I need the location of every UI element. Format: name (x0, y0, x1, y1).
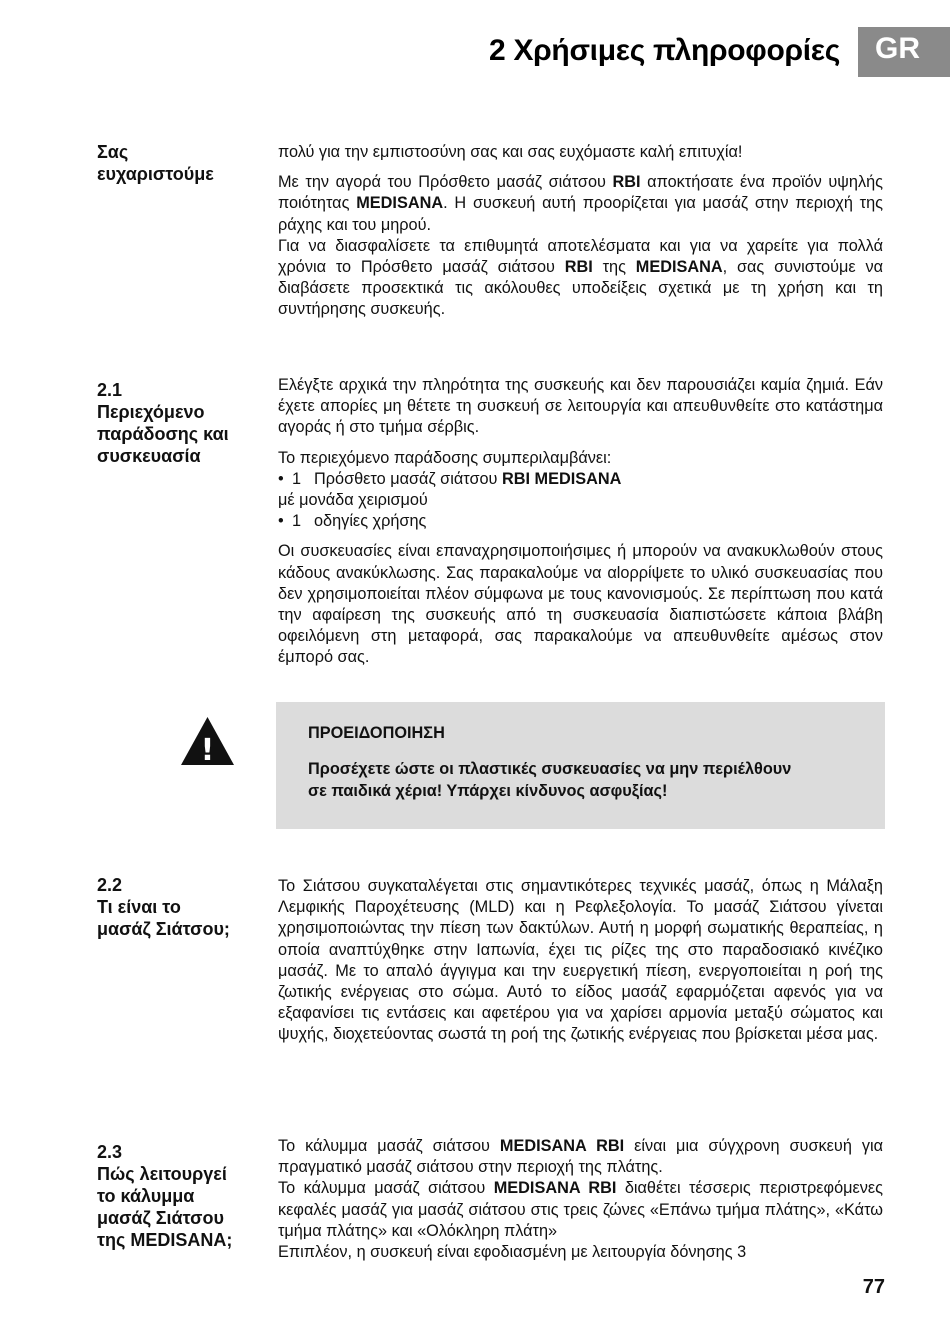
heading-line: Περιεχόμενο (97, 402, 205, 422)
page-number: 77 (862, 1276, 885, 1298)
section-heading-thanks (97, 141, 262, 185)
paragraph: Επιπλέον, η συσκευή είναι εφοδιασμένη με λειτουργία δόνησης 3 (278, 1243, 747, 1262)
section-heading-2-1 (97, 379, 262, 467)
heading-line: 2.2 (97, 875, 123, 895)
heading-line: 2.1 (97, 380, 123, 400)
bullet-symbol: • (278, 512, 284, 531)
page-title: 2 Χρήσιμες πληροφορίες (489, 34, 840, 67)
heading-line: της MEDISANA; (97, 1230, 233, 1250)
section-heading-2-2 (97, 874, 262, 940)
list-item: • 1 οδηγίες χρήσης (278, 511, 883, 532)
list-item-continuation: μέ μονάδα χειρισμού (278, 491, 428, 510)
warning-text: Προσέχετε ώστε οι πλαστικές συσκευασίες να μην περιέλθουν σε παιδικά χέρια! Υπάρχει κίνδυνος ασφυξίας! (308, 760, 792, 800)
heading-line: το κάλυμμα (97, 1186, 195, 1206)
warning-exclamation: ! (200, 733, 215, 766)
heading-line: παράδοσης και (97, 424, 229, 444)
section-heading-2-3 (97, 1141, 262, 1251)
heading-line: Σας (97, 142, 129, 162)
warning-title: ΠΡΟΕΙΔΟΠΟΙΗΣΗ (308, 724, 445, 742)
section-body-2-3 (278, 1136, 883, 1263)
list-item: • 1 Πρόσθετο μασάζ σιάτσου RBI MEDISANA (278, 469, 883, 490)
paragraph: Το περιεχόμενο παράδοσης συμπεριλαμβάνει: (278, 448, 612, 467)
bullet-symbol: • (278, 469, 284, 488)
paragraph: Ελέγξτε αρχικά την πληρότητα της συσκευής και δεν παρουσιάζει καμία ζημιά. Εάν έχετε απορίες μη θέτετε τη συσκευή σε λειτουργία και απευθυνθείτε στο κατάστημα αγοράς ή στο τμήμα σέρβις. (278, 376, 883, 437)
warning-box (276, 702, 885, 829)
paragraph: Το Σιάτσου συγκαταλέγεται στις σημαντικότερες τεχνικές μασάζ, όπως η Μάλαξη Λεμφικής Παροχέτευσης (MLD) και η Ρεφλεξολογία. Το μασάζ Σιάτσου γίνεται χρησιμοποιώντας την πίεση των δακτύλων. Αυτή η μορφή σωματικής θεραπείας, η οποία αναπτύχθηκε στην Ιαπωνία, έχει τις ρίζες της στο παραδοσιακό κινέζικο μασάζ. Με το απαλό άγγιγμα και την ευεργετική πίεση, ενεργοποιείται η ροή της ζωτικής ενέργειας στο σώμα. Αυτό το είδος μασάζ εφαρμόζεται αφενός για να εξαφανίσει τις εντάσεις και αφετέρου για να χαρίσει αρμονία μεταξύ σώματος και ψυχής, διοχετεύοντας σωστά τη ροή της ζωτικής ενέργειας που βρίσκεται μέσα μας. (278, 877, 883, 1044)
paragraph: Το κάλυμμα μασάζ σιάτσου MEDISANA RBI είναι μια σύγχρονη συσκευή για πραγματικό μασάζ σιάτσου στην περιοχή της πλάτης. (278, 1137, 883, 1177)
heading-line: 2.3 (97, 1142, 123, 1162)
paragraph: Οι συσκευασίες είναι επαναχρησιμοποιήσιμες ή μπορούν να ανακυκλωθούν στους κάδους ανακύκλωσης. Σας παρακαλούμε να αlορρίψετε το υλικό συσκευασίας που δεν χρησιμοποιείται πλέον σύμφωνα με τους κανονισμούς. Σε περίπτωση που κατά την αφαίρεση της συσκευής από τη συσκευασία διαπιστώσετε κάποια βλάβη οφειλόμενη στη μεταφορά, σας παρακαλούμε να απευθυνθείτε αμέσως στον έμπορό σας. (278, 542, 883, 667)
section-body-thanks (278, 142, 883, 321)
paragraph: Το κάλυμμα μασάζ σιάτσου MEDISANA RBI διαθέτει τέσσερις περιστρεφόμενες κεφαλές μασάζ για μασάζ σιάτσου στις τρεις ζώνες «Επάνω τμήμα πλάτης», «Κάτω τμήμα πλάτης» και «Ολόκληρη πλάτη» (278, 1179, 884, 1240)
paragraph: Με την αγορά του Πρόσθετο μασάζ σιάτσου RBI αποκτήσατε ένα προϊόν υψηλής ποιότητας MEDISANA. Η συσκευή αυτή προορίζεται για μασάζ στην περιοχή της ράχης και του μηρού. (278, 173, 884, 234)
warning-triangle-icon (180, 716, 235, 766)
heading-line: Τι είναι το (97, 897, 181, 917)
paragraph: Για να διασφαλίσετε τα επιθυμητά αποτελέσματα και για να χαρείτε για πολλά χρόνια το Πρόσθετο μασάζ σιάτσου RBI της MEDISANA, σας συνιστούμε να διαβάσετε προσεκτικά τις ακόλουθες υποδείξεις σχετικά με τη χρήση και τη συντήρησης συσκευής. (278, 236, 883, 319)
heading-line: Πώς λειτουργεί (97, 1164, 227, 1184)
language-tab: GR (858, 27, 950, 77)
heading-line: ευχαριστούμε (97, 164, 214, 184)
heading-line: μασάζ Σιάτσου; (97, 919, 230, 939)
heading-line: συσκευασία (97, 446, 201, 466)
heading-line: μασάζ Σιάτσου (97, 1208, 224, 1228)
section-body-2-2 (278, 876, 883, 1046)
section-body-2-1 (278, 375, 883, 669)
paragraph: πολύ για την εμπιστοσύνη σας και σας ευχόμαστε καλή επιτυχία! (278, 143, 743, 161)
